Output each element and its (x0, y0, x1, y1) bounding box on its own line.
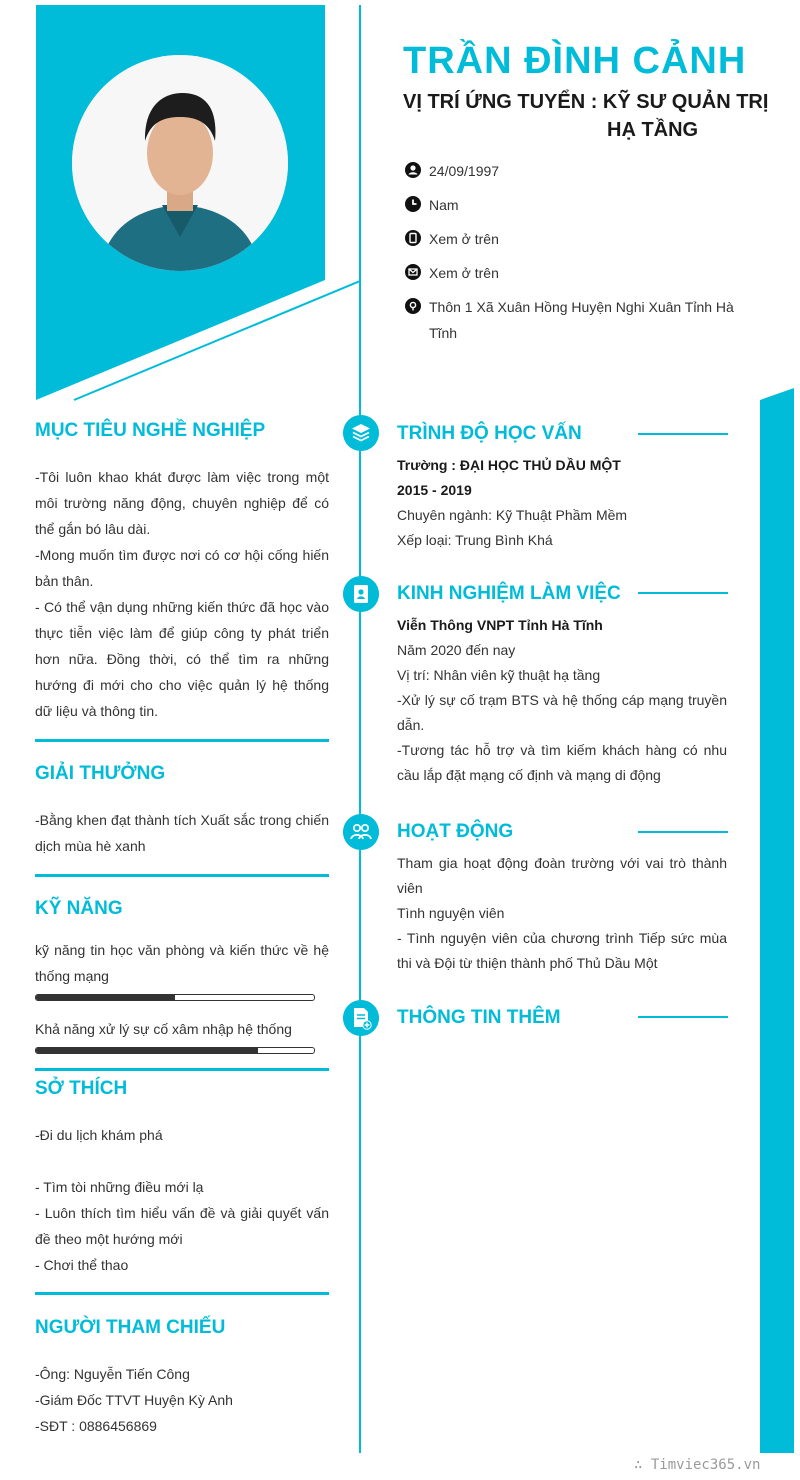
objective-text (35, 464, 329, 724)
contact-phone (405, 226, 735, 252)
skill-label: kỹ năng tin học văn phòng và kiến thức về hệ thống mạng (35, 942, 329, 984)
phone-icon (405, 230, 421, 246)
avatar (72, 55, 288, 271)
skill-progress-fill (36, 1048, 258, 1053)
experience-period: Năm 2020 đến nay (397, 642, 516, 658)
contact-email (405, 260, 735, 286)
hobbies-title: SỞ THÍCH (35, 1078, 128, 1099)
position-title (403, 88, 775, 144)
experience-title: KINH NGHIỆM LÀM VIỆC (397, 583, 621, 604)
location-pin-icon (405, 298, 421, 314)
hobby-line: - Luôn thích tìm hiểu vấn đề và giải quyết vấn đề theo một hướng mới (35, 1205, 329, 1247)
education-rank: Xếp loại: Trung Bình Khá (397, 532, 553, 548)
objective-line: -Tôi luôn khao khát được làm việc trong một môi trường năng động, chuyên nghiệp để có thể gắn bó lâu dài. (35, 469, 329, 537)
activities-title: HOẠT ĐỘNG (397, 821, 514, 842)
email-text: Xem ở trên (429, 265, 499, 281)
activities-text (397, 851, 727, 976)
skill-label: Khả năng xử lý sự cố xâm nhập hệ thống (35, 1021, 292, 1037)
section-divider (35, 874, 329, 877)
user-icon (405, 162, 421, 178)
right-decor-bar (760, 388, 794, 1453)
experience-line: -Xử lý sự cố trạm BTS và hệ thống cáp mạng truyền dẫn. (397, 692, 727, 733)
education-years: 2015 - 2019 (397, 482, 472, 498)
experience-line: -Tương tác hỗ trợ và tìm kiếm khách hàng có nhu cầu lắp đặt mạng cố định và mạng di động (397, 742, 727, 783)
gender-text: Nam (429, 197, 459, 213)
hobby-line: -Đi du lịch khám phá (35, 1127, 163, 1143)
hobby-line: - Tìm tòi những điều mới lạ (35, 1179, 204, 1195)
section-rule (638, 1016, 728, 1018)
more-info-title: THÔNG TIN THÊM (397, 1007, 561, 1028)
clock-icon (405, 196, 421, 212)
education-text (397, 453, 727, 553)
experience-text (397, 613, 727, 788)
contact-address (405, 294, 735, 346)
reference-line: -Giám Đốc TTVT Huyện Kỳ Anh (35, 1392, 233, 1408)
references-text (35, 1361, 329, 1439)
activity-line: - Tình nguyện viên của chương trình Tiếp sức mùa thi và Đội từ thiện thành phố Thủ Dầu Một (397, 930, 727, 971)
awards-text: -Bằng khen đạt thành tích Xuất sắc trong chiến dịch mùa hè xanh (35, 812, 329, 854)
birthday-text: 24/09/1997 (429, 163, 500, 179)
section-divider (35, 739, 329, 742)
candidate-name: TRẦN ĐÌNH CẢNH (403, 40, 747, 82)
group-icon (343, 814, 379, 850)
section-divider (35, 1292, 329, 1295)
skill-progress-fill (36, 995, 175, 1000)
reference-line: -Ông: Nguyễn Tiến Công (35, 1366, 190, 1382)
skill-progress-bar (35, 1047, 315, 1054)
hobbies-text (35, 1174, 329, 1278)
activity-line: Tham gia hoạt động đoàn trường với vai trò thành viên (397, 855, 727, 896)
experience-role: Vị trí: Nhân viên kỹ thuật hạ tầng (397, 667, 601, 683)
id-card-icon (343, 576, 379, 612)
education-major: Chuyên ngành: Kỹ Thuật Phầm Mềm (397, 507, 628, 523)
awards-title: GIẢI THƯỞNG (35, 763, 166, 784)
experience-company: Viễn Thông VNPT Tỉnh Hà Tĩnh (397, 617, 603, 633)
objective-title: MỤC TIÊU NGHỀ NGHIỆP (35, 420, 266, 441)
skills-title: KỸ NĂNG (35, 898, 123, 919)
contact-gender (405, 192, 735, 218)
envelope-icon (405, 264, 421, 280)
phone-text: Xem ở trên (429, 231, 499, 247)
timeline-spine (359, 5, 361, 1453)
person-portrait-icon (72, 55, 288, 271)
section-rule (638, 592, 728, 594)
position-line-2: HẠ TẦNG (607, 119, 699, 141)
reference-line: -SĐT : 0886456869 (35, 1418, 157, 1434)
section-rule (638, 433, 728, 435)
activity-line: Tình nguyện viên (397, 905, 505, 921)
layers-icon (343, 415, 379, 451)
objective-line: -Mong muốn tìm được nơi có cơ hội cống hiến bản thân. (35, 547, 329, 589)
references-title: NGƯỜI THAM CHIẾU (35, 1317, 226, 1338)
section-divider (35, 1068, 329, 1071)
position-line-1: VỊ TRÍ ỨNG TUYỂN : KỸ SƯ QUẢN TRỊ (403, 91, 769, 113)
contact-birthday (405, 158, 735, 184)
objective-line: - Có thể vận dụng những kiến thức đã học vào thực tiễn việc làm để giúp công ty phát triển hơn nữa. Đồng thời, có thể tìm ra những hướng đi mới cho cho việc quản lý hệ thống dữ liệu và thông tin. (35, 599, 329, 719)
education-title: TRÌNH ĐỘ HỌC VẤN (397, 423, 582, 444)
education-school: Trường : ĐẠI HỌC THỦ DẦU MỘT (397, 457, 621, 473)
document-add-icon (343, 1000, 379, 1036)
skill-progress-bar (35, 994, 315, 1001)
section-rule (638, 831, 728, 833)
address-text: Thôn 1 Xã Xuân Hồng Huyện Nghi Xuân Tỉnh Hà Tĩnh (429, 299, 734, 341)
hobby-line: - Chơi thể thao (35, 1257, 129, 1273)
watermark: ∴ Timviec365.vn (634, 1457, 761, 1473)
